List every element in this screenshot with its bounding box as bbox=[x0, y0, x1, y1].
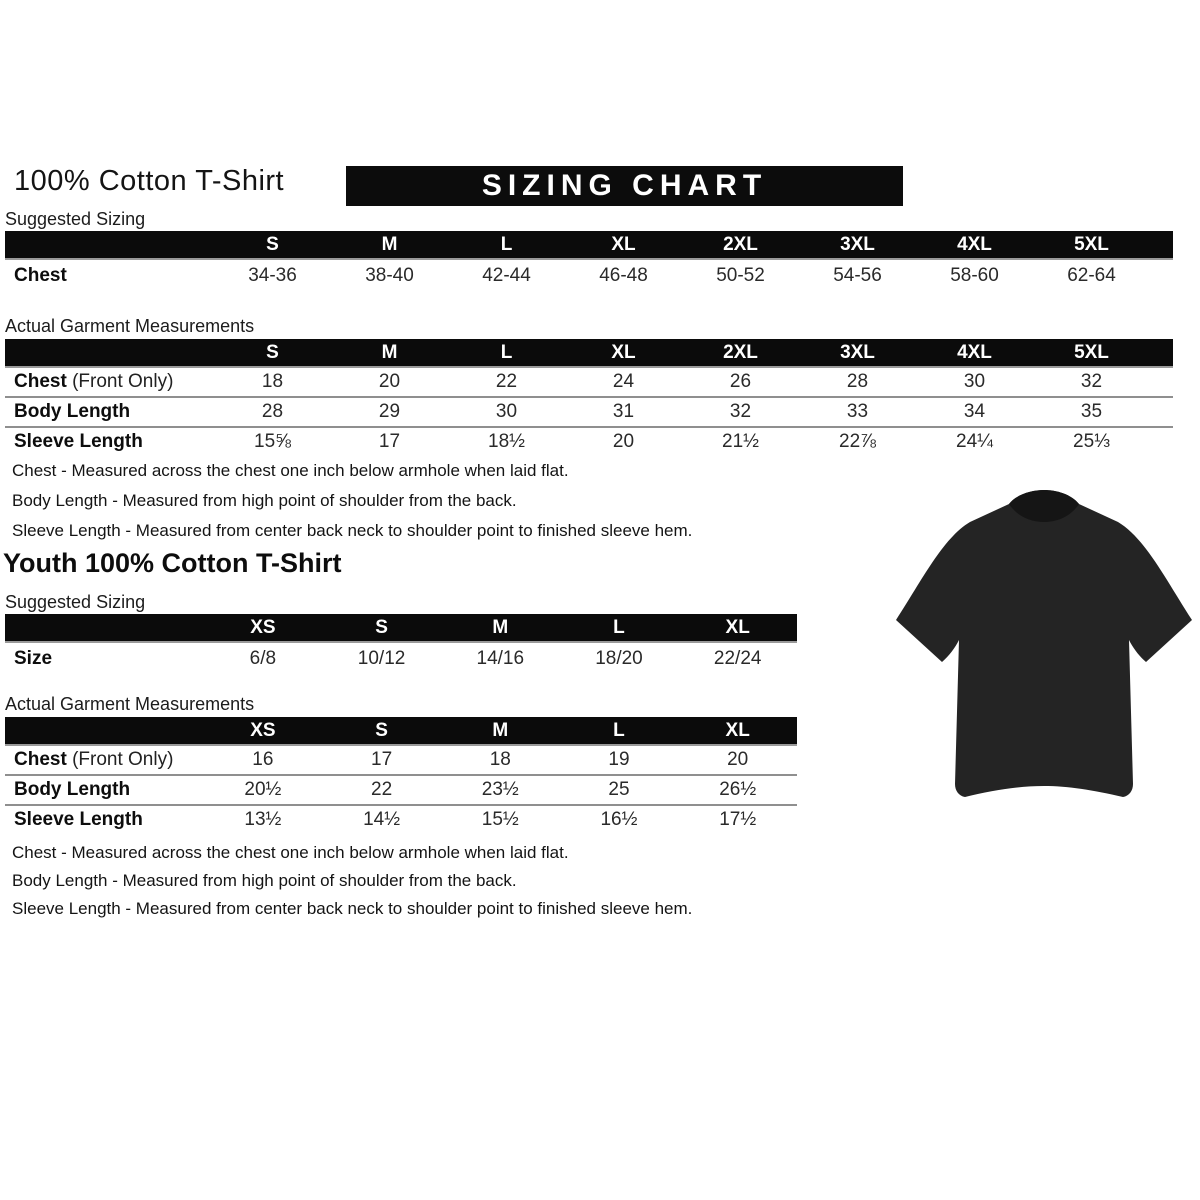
size-column-header: L bbox=[613, 616, 625, 638]
measurement-cell: 30 bbox=[495, 401, 518, 422]
size-column-header: M bbox=[381, 341, 398, 363]
measurement-cell: 14½ bbox=[363, 809, 401, 830]
measurement-cell: 28 bbox=[846, 371, 869, 392]
table-row bbox=[5, 368, 1173, 396]
measurement-note-line: Chest - Measured across the chest one inch below armhole when laid flat. bbox=[12, 843, 569, 862]
table-header-row bbox=[5, 231, 1173, 260]
size-column-header: L bbox=[613, 719, 625, 741]
size-column-header: XS bbox=[250, 719, 276, 741]
measurement-cell: 58-60 bbox=[950, 264, 999, 286]
table-row bbox=[5, 260, 1173, 291]
size-column-header: XL bbox=[611, 341, 636, 363]
adult-section-title: 100% Cotton T-Shirt bbox=[14, 165, 285, 197]
measurement-cell: 22 bbox=[495, 371, 518, 392]
size-column-header: 5XL bbox=[1074, 233, 1109, 255]
size-column-header: M bbox=[381, 233, 398, 255]
measurement-note-line: Body Length - Measured from high point of shoulder from the back. bbox=[12, 871, 517, 890]
adult-measurement-notes bbox=[12, 456, 692, 546]
size-column-header: XL bbox=[611, 233, 636, 255]
measurement-cell: 20½ bbox=[244, 779, 282, 800]
measurement-cell: 54-56 bbox=[833, 264, 882, 286]
size-column-header: 3XL bbox=[840, 233, 875, 255]
table-row bbox=[5, 396, 1173, 426]
measurement-note-line: Sleeve Length - Measured from center back neck to shoulder point to finished sleeve hem. bbox=[12, 899, 693, 918]
measurement-cell: 22⅞ bbox=[839, 431, 876, 452]
measurement-cell: 50-52 bbox=[716, 264, 765, 286]
size-column-header: S bbox=[266, 233, 279, 255]
size-column-header: 2XL bbox=[723, 341, 758, 363]
measurement-cell: 31 bbox=[612, 401, 635, 422]
sizing-chart-banner-text: SIZING CHART bbox=[481, 169, 768, 202]
measurement-cell: 23½ bbox=[481, 779, 519, 800]
measurement-cell: 25⅓ bbox=[1073, 431, 1110, 452]
size-column-header: S bbox=[266, 341, 279, 363]
adult-actual-measurements-table bbox=[5, 339, 1173, 456]
measurement-cell: 22/24 bbox=[713, 647, 762, 669]
measurement-cell: 18 bbox=[261, 371, 284, 392]
table-row bbox=[5, 643, 797, 674]
table-row bbox=[5, 774, 797, 804]
row-label: Body Length bbox=[14, 779, 131, 800]
measurement-cell: 24 bbox=[612, 371, 635, 392]
measurement-cell: 16½ bbox=[600, 809, 638, 830]
measurement-cell: 26½ bbox=[719, 779, 757, 800]
measurement-cell: 19 bbox=[608, 749, 630, 770]
measurement-cell: 32 bbox=[729, 401, 752, 422]
adult-suggested-sizing-label: Suggested Sizing bbox=[5, 209, 146, 229]
table-row bbox=[5, 746, 797, 774]
size-column-header: XL bbox=[725, 719, 750, 741]
measurement-note-line: Sleeve Length - Measured from center back neck to shoulder point to finished sleeve hem. bbox=[12, 521, 693, 540]
size-column-header: 4XL bbox=[957, 341, 992, 363]
tshirt-body bbox=[896, 490, 1192, 797]
table-row bbox=[5, 804, 797, 834]
row-label: Sleeve Length bbox=[14, 809, 143, 830]
table-header-row bbox=[5, 717, 797, 746]
measurement-cell: 26 bbox=[729, 371, 752, 392]
size-column-header: S bbox=[375, 616, 388, 638]
size-column-header: L bbox=[500, 233, 513, 255]
measurement-cell: 20 bbox=[612, 431, 635, 452]
adult-actual-measurements-label: Actual Garment Measurements bbox=[5, 316, 255, 336]
row-label: Chest (Front Only) bbox=[14, 371, 174, 392]
table-header-row bbox=[5, 339, 1173, 368]
measurement-cell: 30 bbox=[963, 371, 986, 392]
row-label: Chest bbox=[14, 264, 67, 286]
size-column-header: M bbox=[492, 616, 509, 638]
measurement-cell: 18½ bbox=[488, 431, 525, 452]
row-label: Sleeve Length bbox=[14, 431, 143, 452]
row-label: Chest (Front Only) bbox=[14, 749, 174, 770]
measurement-cell: 34 bbox=[963, 401, 986, 422]
measurement-note-line: Chest - Measured across the chest one inch below armhole when laid flat. bbox=[12, 461, 569, 480]
size-column-header: 4XL bbox=[957, 233, 992, 255]
size-column-header: 2XL bbox=[723, 233, 758, 255]
measurement-cell: 15½ bbox=[481, 809, 519, 830]
measurement-cell: 18 bbox=[489, 749, 511, 770]
measurement-cell: 17 bbox=[371, 749, 393, 770]
size-column-header: L bbox=[500, 341, 513, 363]
row-label: Size bbox=[14, 647, 53, 669]
row-label: Body Length bbox=[14, 401, 131, 422]
measurement-cell: 6/8 bbox=[249, 647, 277, 669]
adult-suggested-sizing-table bbox=[5, 231, 1173, 291]
size-column-header: 3XL bbox=[840, 341, 875, 363]
size-column-header: M bbox=[492, 719, 509, 741]
measurement-cell: 34-36 bbox=[248, 264, 297, 286]
measurement-note-line: Body Length - Measured from high point of shoulder from the back. bbox=[12, 491, 517, 510]
size-column-header: XS bbox=[250, 616, 276, 638]
measurement-cell: 32 bbox=[1080, 371, 1103, 392]
measurement-cell: 15⅝ bbox=[254, 431, 291, 452]
measurement-cell: 42-44 bbox=[482, 264, 531, 286]
youth-actual-measurements-label: Actual Garment Measurements bbox=[5, 694, 255, 714]
measurement-cell: 22 bbox=[371, 779, 393, 800]
youth-suggested-sizing-label: Suggested Sizing bbox=[5, 592, 146, 612]
size-column-header: XL bbox=[725, 616, 750, 638]
table-row bbox=[5, 426, 1173, 456]
measurement-cell: 18/20 bbox=[595, 647, 643, 669]
measurement-cell: 33 bbox=[846, 401, 869, 422]
youth-section-title: Youth 100% Cotton T-Shirt bbox=[3, 548, 342, 578]
measurement-cell: 35 bbox=[1080, 401, 1103, 422]
measurement-cell: 25 bbox=[608, 779, 630, 800]
measurement-cell: 13½ bbox=[244, 809, 282, 830]
youth-actual-measurements-table bbox=[5, 717, 797, 834]
black-tshirt-photo bbox=[893, 490, 1195, 802]
measurement-cell: 46-48 bbox=[599, 264, 648, 286]
measurement-cell: 14/16 bbox=[476, 647, 525, 669]
sizing-chart-banner bbox=[346, 166, 903, 206]
measurement-cell: 17 bbox=[378, 431, 401, 452]
youth-measurement-notes bbox=[12, 839, 692, 923]
measurement-cell: 38-40 bbox=[365, 264, 414, 286]
youth-suggested-sizing-table bbox=[5, 614, 797, 674]
measurement-cell: 24¼ bbox=[956, 431, 993, 452]
measurement-cell: 21½ bbox=[722, 431, 759, 452]
size-column-header: S bbox=[375, 719, 388, 741]
table-header-row bbox=[5, 614, 797, 643]
measurement-cell: 20 bbox=[727, 749, 749, 770]
measurement-cell: 17½ bbox=[719, 809, 757, 830]
measurement-cell: 16 bbox=[252, 749, 274, 770]
size-column-header: 5XL bbox=[1074, 341, 1109, 363]
measurement-cell: 62-64 bbox=[1067, 264, 1116, 286]
measurement-cell: 29 bbox=[378, 401, 401, 422]
measurement-cell: 10/12 bbox=[357, 647, 406, 669]
measurement-cell: 28 bbox=[261, 401, 284, 422]
measurement-cell: 20 bbox=[378, 371, 401, 392]
